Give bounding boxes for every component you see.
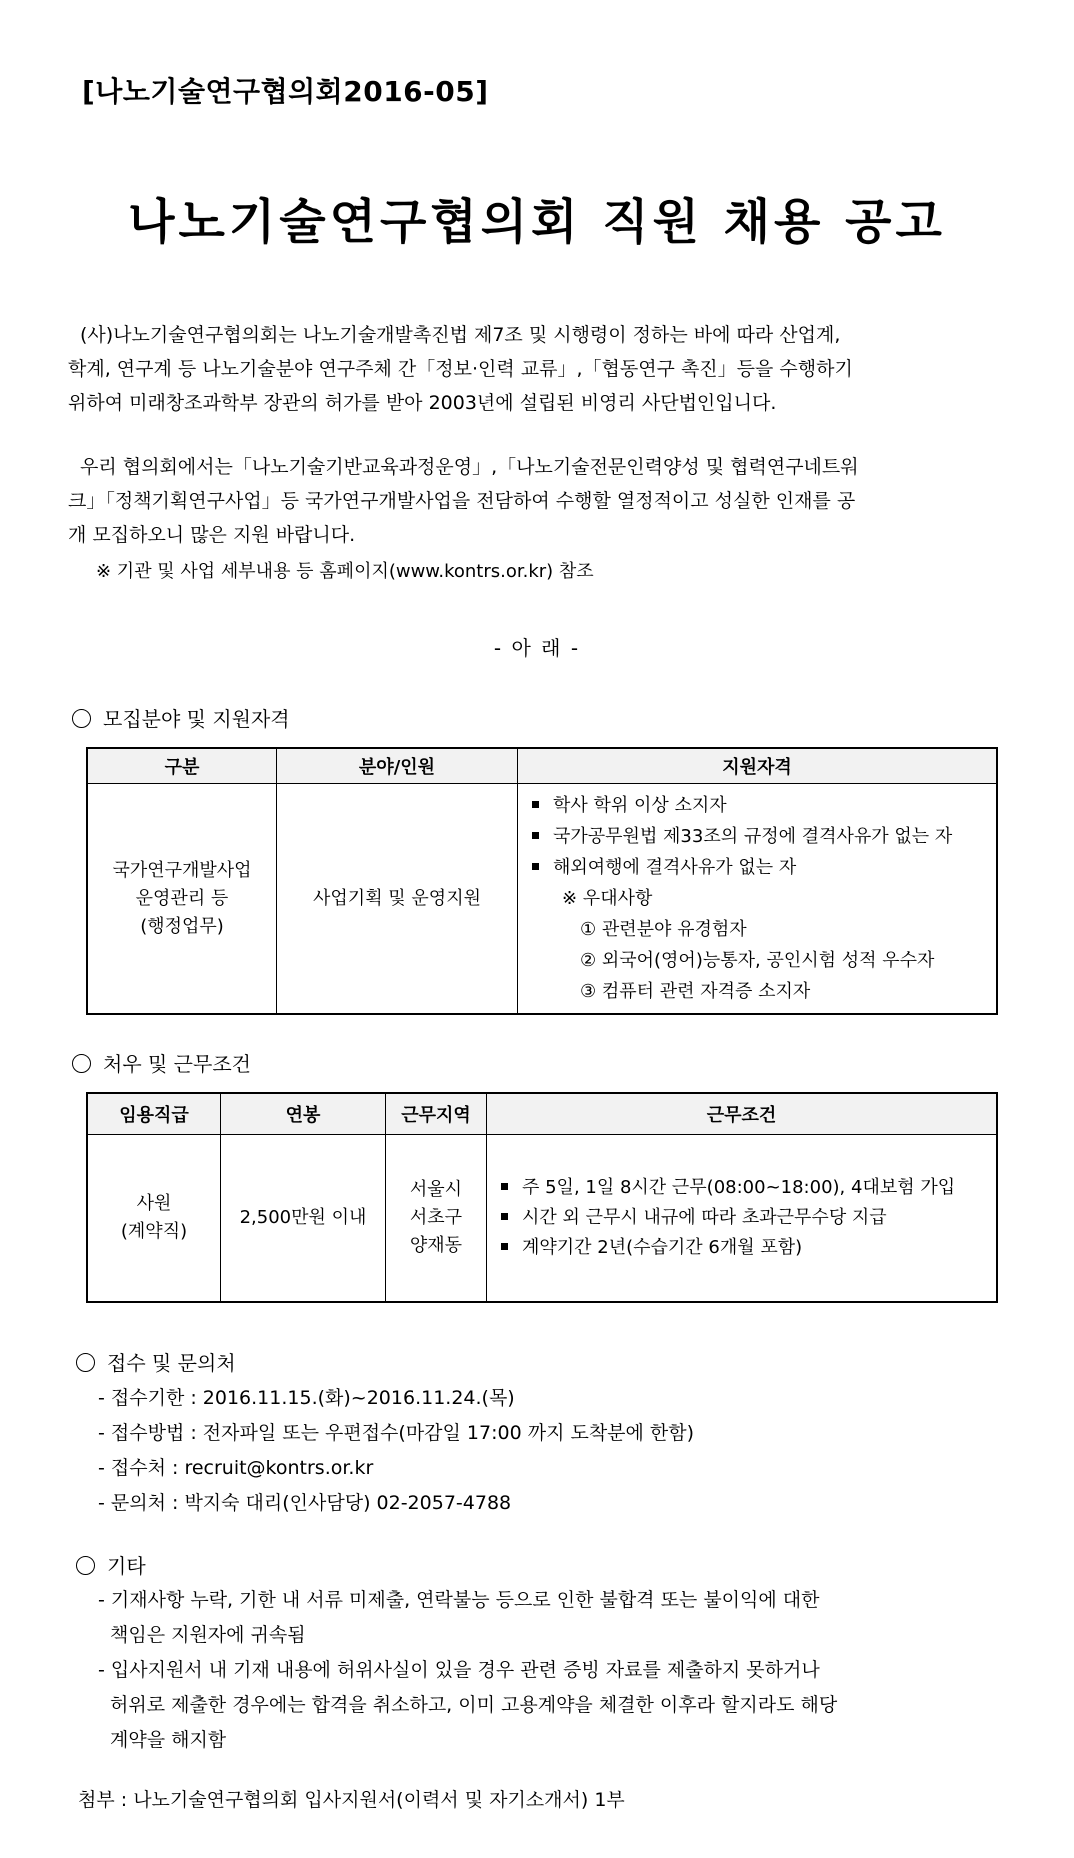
circle-bullet-icon: [72, 1054, 91, 1073]
list-item: - 접수방법 : 전자파일 또는 우편접수(마감일 17:00 까지 도착분에 한함): [98, 1422, 695, 1444]
column-header: 분야/인원: [277, 748, 518, 784]
square-bullet-icon: [501, 1213, 508, 1220]
intro-paragraph: [68, 318, 853, 420]
list-item: 허위로 제출한 경우에는 합격을 취소하고, 이미 고용계약을 체결한 이후라 할지라도 해당: [110, 1694, 838, 1716]
list-item: - 문의처 : 박지숙 대리(인사담당) 02-2057-4788: [98, 1492, 512, 1514]
section-conditions-heading: 처우 및 근무조건: [72, 1048, 251, 1077]
list-item: - 기재사항 누락, 기한 내 서류 미제출, 연락불능 등으로 인한 불합격 또는 불이익에 대한: [98, 1589, 820, 1611]
location-cell: 서울시 서초구 양재동: [386, 1135, 487, 1302]
square-bullet-icon: [532, 863, 539, 870]
rank-cell: 사원 (계약직): [87, 1135, 221, 1302]
column-header: 지원자격: [518, 748, 998, 784]
conditions-table: [86, 1092, 998, 1303]
salary-cell: 2,500만원 이내: [221, 1135, 386, 1302]
category-cell: 국가연구개발사업 운영관리 등 (행정업무): [87, 784, 277, 1015]
list-item: ① 관련분야 유경험자: [580, 919, 747, 940]
column-header: 구분: [87, 748, 277, 784]
list-item: - 접수기한 : 2016.11.15.(화)~2016.11.24.(목): [98, 1387, 515, 1409]
etc-list: [98, 1583, 837, 1758]
below-label: - 아 래 -: [493, 636, 581, 660]
list-item: - 입사지원서 내 기재 내용에 허위사실이 있을 경우 관련 증빙 자료를 제출하지 못하거나: [98, 1659, 820, 1681]
recruit-table: [86, 747, 998, 1015]
circle-bullet-icon: [76, 1556, 95, 1575]
qualification-cell: [518, 784, 998, 1015]
list-item: 주 5일, 1일 8시간 근무(08:00~18:00), 4대보험 가입: [501, 1173, 996, 1203]
homepage-note: ※ 기관 및 사업 세부내용 등 홈페이지(www.kontrs.or.kr) 참조: [96, 561, 594, 582]
recruit-paragraph: [68, 450, 859, 552]
column-header: 연봉: [221, 1093, 386, 1135]
recruit-line: 개 모집하오니 많은 지원 바랍니다.: [68, 524, 356, 546]
intro-line: (사)나노기술연구협의회는 나노기술개발촉진법 제7조 및 시행령이 정하는 바에 따라 산업계,: [80, 324, 841, 346]
list-item: ② 외국어(영어)능통자, 공인시험 성적 우수자: [580, 950, 935, 971]
table-row: [87, 1135, 997, 1302]
list-item: 학사 학위 이상 소지자: [532, 790, 996, 821]
list-item: 해외여행에 결격사유가 없는 자: [532, 852, 996, 883]
table-row: [87, 784, 997, 1015]
list-item: 책임은 지원자에 귀속됨: [110, 1624, 306, 1646]
square-bullet-icon: [501, 1243, 508, 1250]
column-header: 근무지역: [386, 1093, 487, 1135]
attachment-note: 첨부 : 나노기술연구협의회 입사지원서(이력서 및 자기소개서) 1부: [78, 1789, 625, 1811]
preference-title: ※ 우대사항: [562, 888, 653, 909]
list-item: 국가공무원법 제33조의 규정에 결격사유가 없는 자: [532, 821, 996, 852]
section-contact-heading: 접수 및 문의처: [76, 1347, 236, 1376]
list-item: - 접수처 : recruit@kontrs.or.kr: [98, 1457, 374, 1479]
list-item: ③ 컴퓨터 관련 자격증 소지자: [580, 981, 811, 1002]
recruit-line: 우리 협의회에서는「나노기술기반교육과정운영」,「나노기술전문인력양성 및 협력연구네트워: [80, 456, 859, 478]
conditions-cell: [487, 1135, 998, 1302]
column-header: 근무조건: [487, 1093, 998, 1135]
contact-list: [98, 1381, 694, 1521]
recruit-line: 크」「정책기획연구사업」등 국가연구개발사업을 전담하여 수행할 열정적이고 성실한 인재를 공: [68, 490, 856, 512]
circle-bullet-icon: [76, 1353, 95, 1372]
page-title: 나노기술연구협의회 직원 채용 공고: [128, 194, 946, 250]
column-header: 임용직급: [87, 1093, 221, 1135]
intro-line: 위하여 미래창조과학부 장관의 허가를 받아 2003년에 설립된 비영리 사단법인입니다.: [68, 392, 777, 414]
square-bullet-icon: [532, 801, 539, 808]
square-bullet-icon: [532, 832, 539, 839]
list-item: 시간 외 근무시 내규에 따라 초과근무수당 지급: [501, 1203, 996, 1233]
circle-bullet-icon: [72, 709, 91, 728]
section-recruit-heading: 모집분야 및 지원자격: [72, 703, 290, 732]
intro-line: 학계, 연구계 등 나노기술분야 연구주체 간「정보·인력 교류」,「협동연구 촉진」등을 수행하기: [68, 358, 853, 380]
list-item: 계약을 해지함: [110, 1729, 227, 1751]
field-cell: 사업기획 및 운영지원: [277, 784, 518, 1015]
list-item: 계약기간 2년(수습기간 6개월 포함): [501, 1233, 996, 1263]
square-bullet-icon: [501, 1183, 508, 1190]
section-etc-heading: 기타: [76, 1550, 146, 1579]
document-code: [나노기술연구협의회2016-05]: [82, 75, 489, 108]
